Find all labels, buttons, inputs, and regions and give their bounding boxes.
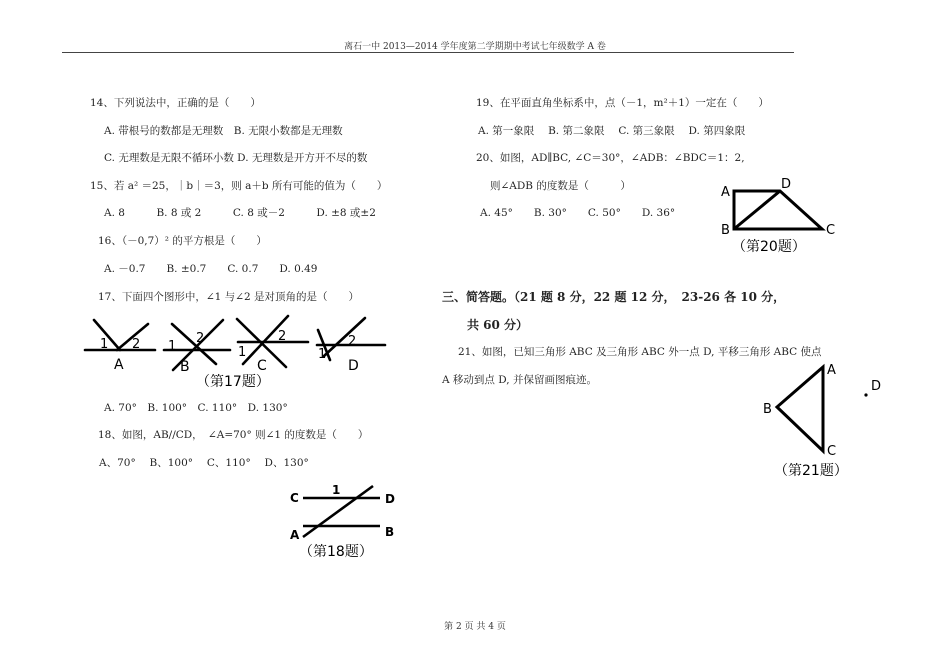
q18-angle1-label: 1 [332,483,341,497]
q16-stem: 16、（－0,7）² 的平方根是（ ） [98,235,267,247]
q21-figure [760,360,890,482]
q21-label-c: C [827,444,837,459]
q21-label-d: D [871,379,882,394]
page-header: 离石一中 2013—2014 学年度第二学期期中考试七年级数学 A 卷 [344,42,606,52]
q19-stem: 19、在平面直角坐标系中，点（－1，m²＋1）一定在（ ） [476,97,769,109]
q21-caption: （第21题） [774,463,848,479]
q16-options: A. －0.7 B. ±0.7 C. 0.7 D. 0.49 [104,263,318,275]
section3-heading: 三、简答题。（21 题 8 分，22 题 12 分， 23-26 各 10 分， [442,290,786,304]
q17b-angle1-label: 1 [168,339,177,354]
q17d-angle1-label: 1 [318,347,327,362]
q17-stem: 17、下面四个图形中，∠1 与∠2 是对顶角的是（ ） [98,291,359,303]
q21-label-b: B [763,402,772,417]
q18-options: A、70° B、100° C、110° D、130° [99,457,309,469]
q17b-angle2-label: 2 [196,331,205,346]
q21-label-a: A [827,363,836,378]
q17-fig-label-b: B [180,359,190,375]
q17-fig-label-c: C [257,358,267,374]
q17c-angle2-label: 2 [278,329,287,344]
q20-label-c: C [826,223,836,238]
q21-stem: 21、如图，已知三角形 ABC 及三角形 ABC 外一点 D, 平移三角形 ABC 使点 [458,346,822,358]
q18-label-b: B [385,525,395,539]
q20-stem-cont: 则∠ADB 的度数是（ ） [490,180,631,192]
q18-label-a: A [290,528,300,542]
q15-options: A. 8 B. 8 或 2 C. 8 或－2 D. ±8 或±2 [104,207,376,219]
q20-options: A. 45° B. 30° C. 50° D. 36° [480,207,676,219]
q17a-angle1-label: 1 [100,337,109,352]
q18-stem: 18、如图，AB//CD， ∠A=70° 则∠1 的度数是（ ） [98,429,369,441]
q17a-angle2-label: 2 [132,337,141,352]
q21-stem-cont: A 移动到点 D, 并保留画图痕迹。 [442,374,597,386]
q17d-angle2-label: 2 [348,334,357,349]
q17-options: A. 70° B. 100° C. 110° D. 130° [104,402,288,414]
q20-stem: 20、如图，AD∥BC, ∠C＝30°，∠ADB：∠BDC＝1：2, [476,152,745,164]
section3-heading-cont: 共 60 分） [467,318,529,332]
q20-label-d: D [781,177,792,192]
q15-stem: 15、若 a² ＝25，｜b｜＝3，则 a＋b 所有可能的值为（ ） [90,180,388,192]
q17-figures [80,312,390,392]
q20-label-b: B [721,223,730,238]
q18-figure [285,480,405,565]
q18-label-d: D [385,492,395,506]
q17-caption: （第17题） [196,374,270,390]
q20-caption: （第20题） [732,239,806,255]
q14-stem: 14、下列说法中，正确的是（ ） [90,97,261,109]
q14-options-cd: C. 无理数是无限不循环小数 D. 无理数是开方开不尽的数 [104,152,368,164]
q19-options: A. 第一象限 B. 第二象限 C. 第三象限 D. 第四象限 [478,125,746,137]
q20-label-a: A [721,185,730,200]
q20-figure [718,176,843,258]
q17c-angle1-label: 1 [238,345,247,360]
q14-options-ab: A. 带根号的数都是无理数 B. 无限小数都是无理数 [104,125,343,137]
q17-fig-label-a: A [114,357,124,373]
q18-label-c: C [290,491,299,505]
q21-point-d [864,393,867,396]
q17-fig-label-d: D [348,358,359,374]
page-footer: 第 2 页 共 4 页 [444,622,506,632]
q18-caption: （第18题） [299,544,373,560]
header-rule [62,52,794,53]
